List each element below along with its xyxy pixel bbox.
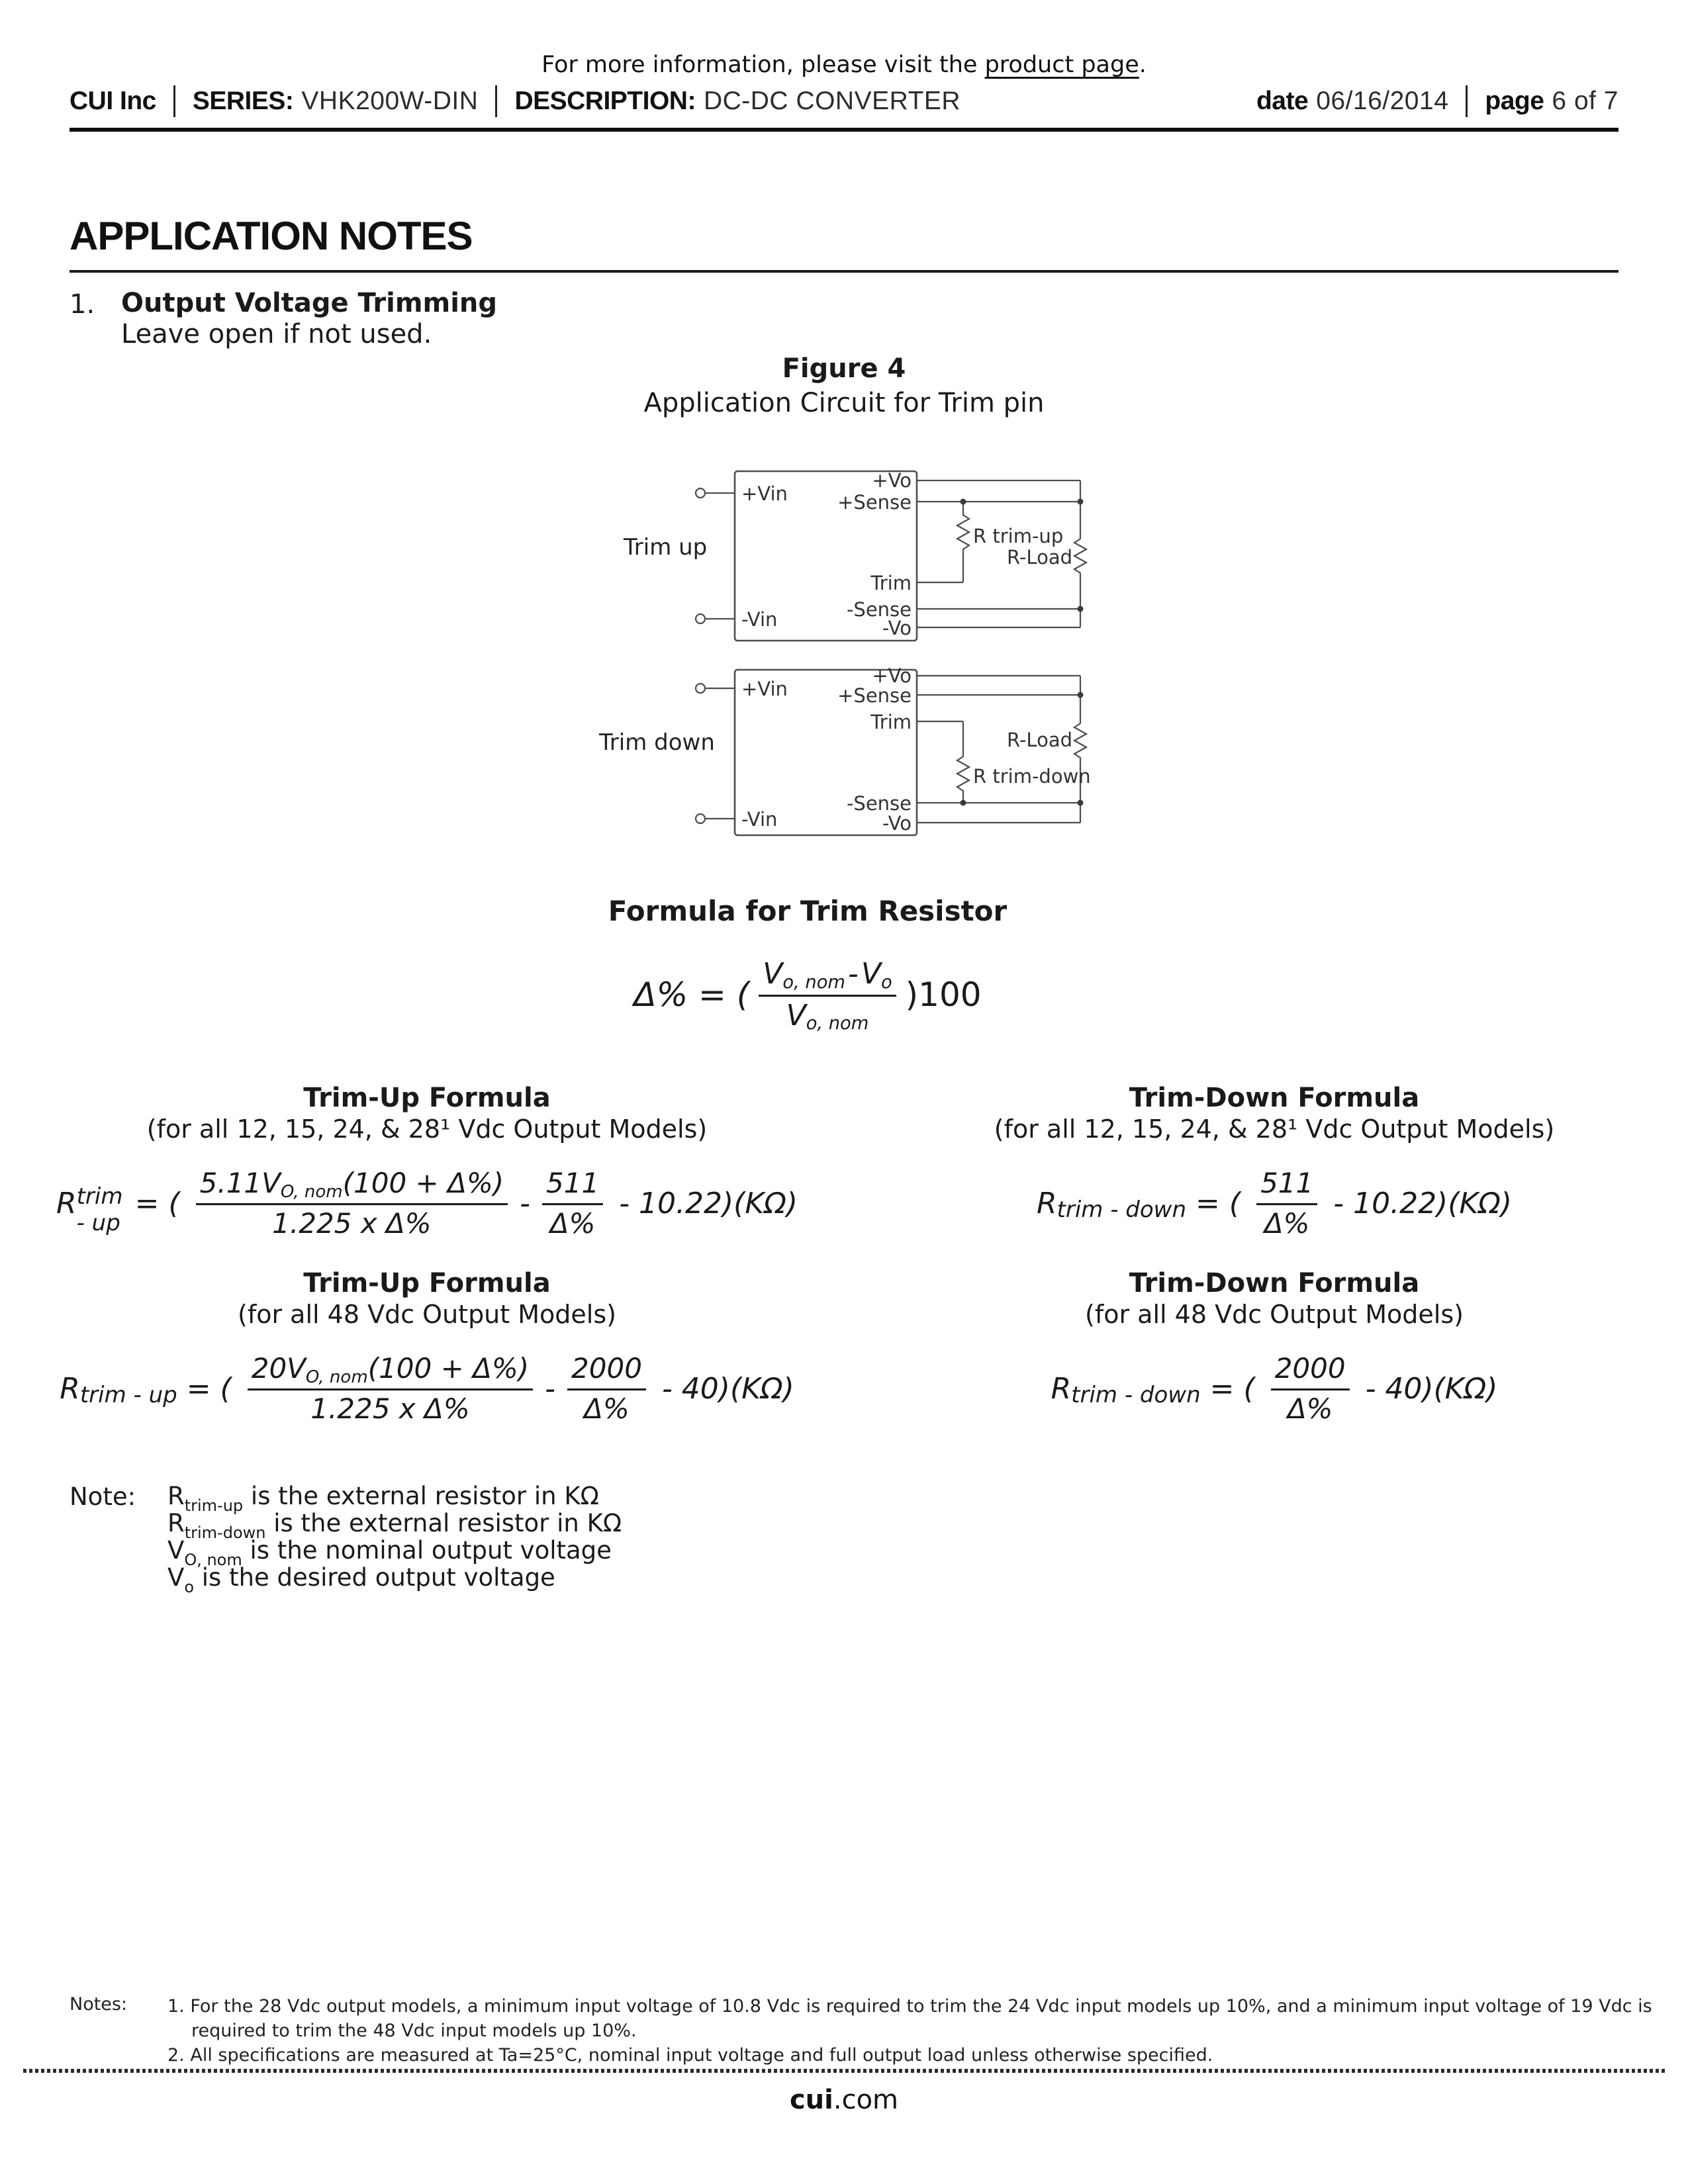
trim-down-formula-1: R trim - down = ( $\frac{511}{\Delta\%}$ - 10.22)(KΩ)	[1036, 1167, 1513, 1240]
page-label: page	[1485, 87, 1544, 115]
pin-label-trim: Trim	[870, 711, 912, 733]
fraction: $\frac{2000}{\Delta\%}$	[1271, 1353, 1350, 1424]
footer-website	[0, 2085, 1688, 2115]
header-separator	[495, 85, 497, 117]
pin-label-trim: Trim	[870, 572, 912, 594]
vin-neg-terminal	[696, 814, 705, 823]
trim-resistor-formula-title: Formula for Trim Resistor	[608, 895, 1008, 927]
fraction: $\frac{\text{5.11VO, nom(100 + Δ\%)}}{\text{1.225 x Δ\%}}$	[196, 1167, 508, 1238]
trim-up-formula-2: R trim - up = ( $\frac{\text{20VO, nom(100 + Δ\%)}}{\text{1.225 x Δ\%}}$ - $\frac{2000}{\Delta\%}$ - 40)(KΩ)	[60, 1352, 794, 1425]
junction-dot	[1078, 499, 1084, 505]
description-value: DC-DC CONVERTER	[703, 87, 961, 115]
footnote-line: 1. For the 28 Vdc output models, a minimum input voltage of 10.8 Vdc is required to trim the 24 Vdc input models up 10%, and a minimum input voltage of 19 Vdc is	[167, 1996, 1652, 2017]
fraction: $\frac{2000}{\Delta\%}$	[567, 1353, 646, 1424]
junction-dot	[961, 800, 966, 806]
delta-percent-formula	[543, 945, 1072, 1044]
fraction: $\frac{511}{\Delta\%}$	[542, 1167, 603, 1238]
page-number: 6 of 7	[1552, 87, 1618, 115]
trim-down-formula-2: R trim - down = ( $\frac{2000}{\Delta\%}$ - 40)(KΩ)	[1051, 1352, 1498, 1425]
section-rule	[70, 270, 1618, 273]
fraction-bar	[759, 995, 896, 997]
trim-down-circuit-diagram	[583, 652, 1125, 858]
header-separator	[173, 85, 175, 117]
trim-down-formula-title-2: Trim-Down Formula	[1129, 1268, 1420, 1298]
r-trim-up-label: R trim-up	[973, 525, 1064, 547]
footnote-line: 2. All specifications are measured at Ta=25°C, nominal input voltage and full output load unless otherwise specified.	[167, 2045, 1213, 2066]
circuit-label: Trim down	[599, 729, 715, 756]
footnotes-label: Notes:	[70, 1994, 128, 2015]
vin-pos-terminal	[696, 684, 705, 693]
header-rule	[70, 128, 1618, 132]
description-label: DESCRIPTION:	[514, 87, 696, 115]
note-line: $R_{trim-up}$ is the external resistor in KΩ	[167, 1482, 599, 1515]
delta-fraction: $\frac{\text{Vo, nom-Vo}}{\text{Vo, nom}}$	[759, 958, 896, 1032]
circuit-label: Trim up	[624, 534, 708, 561]
footnote-line: required to trim the 48 Vdc input models up 10%.	[191, 2021, 637, 2041]
delta-rhs: )100	[905, 976, 982, 1014]
trim-down-formula-subtitle-2: (for all 48 Vdc Output Models)	[1085, 1300, 1464, 1329]
pin-label-vo-pos: +Vo	[872, 469, 912, 492]
pin-label-sense-pos: +Sense	[837, 684, 912, 707]
figure-caption: Application Circuit for Trim pin	[643, 388, 1045, 418]
note-line: $V_o$ is the desired output voltage	[167, 1563, 555, 1596]
fraction-bar	[542, 1203, 603, 1205]
pin-label-vin-pos: +Vin	[741, 482, 788, 505]
note-line: $V_{O, nom}$ is the nominal output voltage	[167, 1536, 612, 1569]
note-label: Note:	[70, 1482, 136, 1511]
figure-title: Figure 4	[782, 353, 906, 384]
footnotes	[167, 1994, 1652, 2068]
footer-website-rest: .com	[833, 2085, 899, 2115]
note-line: $R_{trim-down}$ is the external resistor in KΩ	[167, 1509, 622, 1542]
company-name: CUI Inc	[70, 87, 156, 115]
info-line	[0, 52, 1688, 78]
fraction-bar	[1271, 1388, 1350, 1390]
item-number: 1.	[70, 289, 95, 320]
note-lines	[167, 1482, 622, 1596]
pin-label-vin-neg: -Vin	[741, 608, 778, 631]
pin-label-vo-pos: +Vo	[872, 664, 912, 687]
footer-dotted-rule	[23, 2069, 1665, 2073]
fraction-bar	[567, 1388, 646, 1390]
series-value: VHK200W-DIN	[301, 87, 479, 115]
vin-neg-terminal	[696, 614, 705, 623]
junction-dot	[961, 499, 966, 505]
trim-up-formula-1: R trim - up = ( $\frac{\text{5.11VO, nom(100 + Δ\%)}}{\text{1.225 x Δ\%}}$ - $\frac{511}{\Delta\%}$ - 10.22)(KΩ)	[56, 1167, 798, 1240]
pin-label-vo-neg: -Vo	[882, 617, 912, 639]
trim-down-formula-title-1: Trim-Down Formula	[1129, 1083, 1420, 1113]
r-trim-down-label: R trim-down	[973, 765, 1091, 788]
item-title: Output Voltage Trimming	[121, 288, 498, 318]
delta-lhs: Δ% = (	[633, 976, 750, 1014]
item-note: Leave open if not used.	[121, 319, 432, 349]
header-left	[70, 83, 961, 119]
r-trim-down-resistor-symbol	[957, 721, 969, 803]
date-label: date	[1256, 87, 1309, 115]
junction-dot	[1078, 606, 1084, 612]
header-separator	[1466, 85, 1468, 117]
series-label: SERIES:	[192, 87, 294, 115]
footer-website-bold: cui	[789, 2085, 833, 2115]
trim-up-formula-subtitle-2: (for all 48 Vdc Output Models)	[238, 1300, 616, 1329]
trim-up-formula-title-1: Trim-Up Formula	[303, 1083, 551, 1113]
trim-down-formula-subtitle-1: (for all 12, 15, 24, & 28¹ Vdc Output Models)	[994, 1115, 1555, 1144]
fraction-bar	[1256, 1203, 1317, 1205]
vin-pos-terminal	[696, 488, 705, 498]
r-load-label: R-Load	[1006, 546, 1072, 569]
pin-label-sense-pos: +Sense	[837, 491, 912, 514]
trim-up-formula-title-2: Trim-Up Formula	[303, 1268, 551, 1298]
product-page-link[interactable]: product page	[984, 52, 1139, 78]
pin-label-vo-neg: -Vo	[882, 812, 912, 835]
info-suffix: .	[1139, 52, 1147, 78]
trim-up-circuit-diagram	[583, 457, 1125, 663]
pin-label-vin-pos: +Vin	[741, 678, 788, 700]
fraction-bar	[196, 1203, 508, 1205]
pin-label-sense-neg: -Sense	[846, 792, 912, 815]
fraction: $\frac{511}{\Delta\%}$	[1256, 1167, 1317, 1238]
junction-dot	[1078, 800, 1084, 806]
junction-dot	[1078, 692, 1084, 698]
fraction-bar	[248, 1388, 533, 1390]
header-right	[1256, 83, 1618, 119]
info-prefix: For more information, please visit the	[541, 52, 985, 78]
r-load-label: R-Load	[1006, 729, 1072, 751]
pin-label-sense-neg: -Sense	[846, 598, 912, 621]
date-value: 06/16/2014	[1316, 87, 1449, 115]
trim-up-formula-subtitle-1: (for all 12, 15, 24, & 28¹ Vdc Output Models)	[146, 1115, 708, 1144]
r-trim-up-resistor-symbol	[957, 502, 969, 582]
fraction: $\frac{\text{20VO, nom(100 + Δ\%)}}{\text{1.225 x Δ\%}}$	[248, 1353, 533, 1424]
section-title: APPLICATION NOTES	[70, 214, 473, 258]
pin-label-vin-neg: -Vin	[741, 808, 778, 831]
